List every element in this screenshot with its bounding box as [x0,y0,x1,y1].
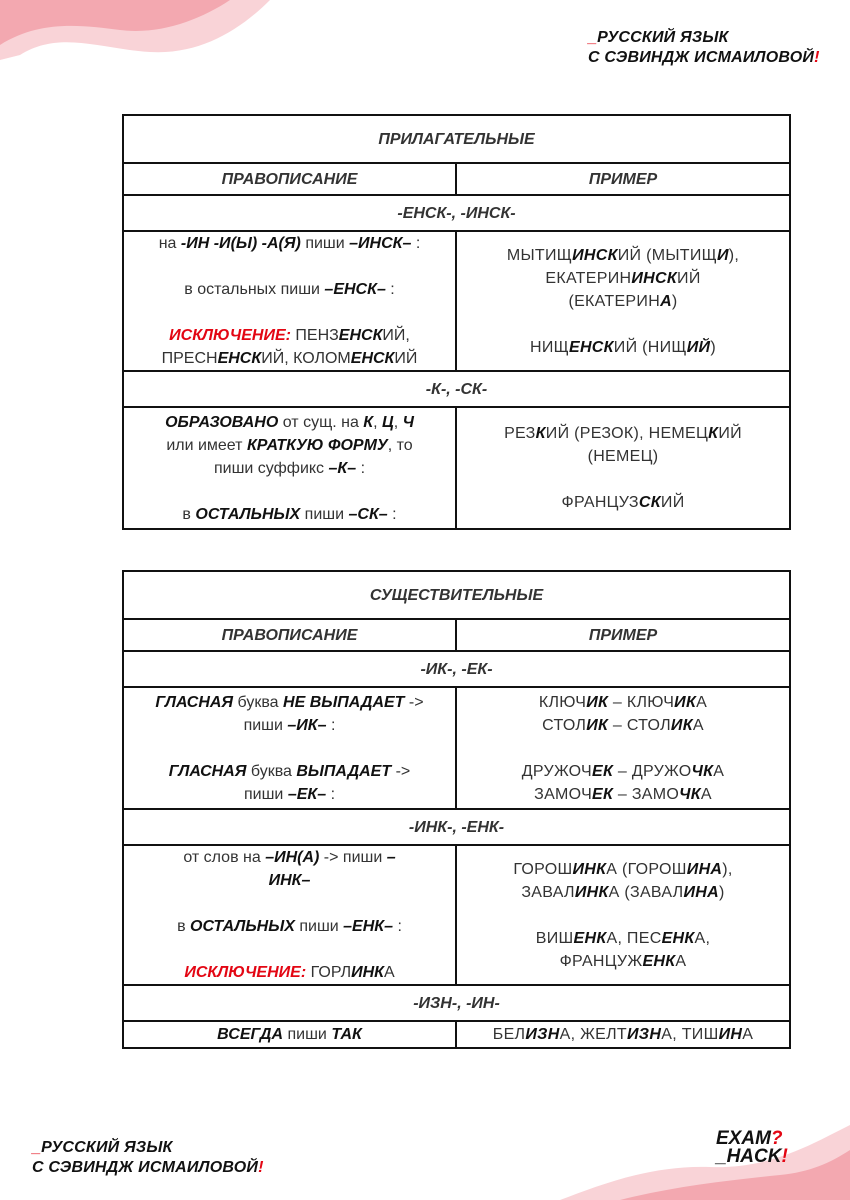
nouns-title: СУЩЕСТВИТЕЛЬНЫЕ [123,571,790,619]
rule-cell-ik-ek: ГЛАСНАЯ буква НЕ ВЫПАДАЕТ -> пиши –ИК– : ГЛАСНАЯ буква ВЫПАДАЕТ -> пиши –ЕК– : [123,687,456,809]
brand-underscore: _ [32,1139,42,1156]
rule-cell-izn-in: ВСЕГДА пиши ТАК [123,1021,456,1048]
header-spelling: ПРАВОПИСАНИЕ [123,619,456,651]
header-spelling: ПРАВОПИСАНИЕ [123,163,456,195]
brand-exclam: ! [814,49,820,66]
example-cell-izn-in: БЕЛИЗНА, ЖЕЛТИЗНА, ТИШИНА [456,1021,790,1048]
rule-cell-k-sk: ОБРАЗОВАНО от сущ. на К, Ц, Ч или имеет КРАТКУЮ ФОРМУ, то пиши суффикс –К– : в ОСТАЛЬНЫХ пиши –СК– : [123,407,456,529]
header-example: ПРИМЕР [456,619,790,651]
nouns-table [122,570,791,1049]
logo-exclam: ! [781,1146,788,1167]
rule-cell-ensk-insk: на -ИН -И(Ы) -А(Я) пиши –ИНСК– : в остальных пиши –ЕНСК– : ИСКЛЮЧЕНИЕ: ПЕНЗЕНСКИЙ, ПРЕСНЕНСКИЙ, КОЛОМЕНСКИЙ [123,231,456,371]
example-cell-k-sk: РЕЗКИЙ (РЕЗОК), НЕМЕЦКИЙ (НЕМЕЦ) ФРАНЦУЗСКИЙ [456,407,790,529]
bottom-right-decoration [560,1125,850,1200]
brand-exclam: ! [258,1159,264,1176]
section-ik-ek: -ИК-, -ЕК- [123,651,790,687]
brand-line-2: С СЭВИНДЖ ИСМАИЛОВОЙ [588,49,815,66]
section-ensk-insk: -ЕНСК-, -ИНСК- [123,195,790,231]
adjectives-title: ПРИЛАГАТЕЛЬНЫЕ [123,115,790,163]
example-cell-ik-ek: КЛЮЧИК – КЛЮЧИКА СТОЛИК – СТОЛИКА ДРУЖОЧЕК – ДРУЖОЧКА ЗАМОЧЕК – ЗАМОЧКА [456,687,790,809]
example-cell-ink-enk: ГОРОШИНКА (ГОРОШИНА), ЗАВАЛИНКА (ЗАВАЛИНА) ВИШЕНКА, ПЕСЕНКА, ФРАНЦУЖЕНКА [456,845,790,985]
section-ink-enk: -ИНК-, -ЕНК- [123,809,790,845]
header-example: ПРИМЕР [456,163,790,195]
exam-hack-logo [716,1130,788,1166]
logo-line-2: _HACK [716,1146,782,1167]
example-cell-ensk-insk: МЫТИЩИНСКИЙ (МЫТИЩИ), ЕКАТЕРИНИНСКИЙ (ЕКАТЕРИНА) НИЩЕНСКИЙ (НИЩИЙ) [456,231,790,371]
section-k-sk: -К-, -СК- [123,371,790,407]
adjectives-table [122,114,791,530]
section-izn-in: -ИЗН-, -ИН- [123,985,790,1021]
top-left-decoration [0,0,270,60]
rule-cell-ink-enk: от слов на –ИН(А) -> пиши – ИНК– в ОСТАЛЬНЫХ пиши –ЕНК– : ИСКЛЮЧЕНИЕ: ГОРЛИНКА [123,845,456,985]
brand-bottom [32,1138,264,1178]
logo-question: ? [770,1128,783,1149]
brand-top [588,28,820,68]
brand-line-1: РУССКИЙ ЯЗЫК [597,29,729,46]
brand-line-1: РУССКИЙ ЯЗЫК [41,1139,173,1156]
brand-line-2: С СЭВИНДЖ ИСМАИЛОВОЙ [32,1159,259,1176]
brand-underscore: _ [588,29,598,46]
logo-line-1: EXAM [716,1128,771,1149]
